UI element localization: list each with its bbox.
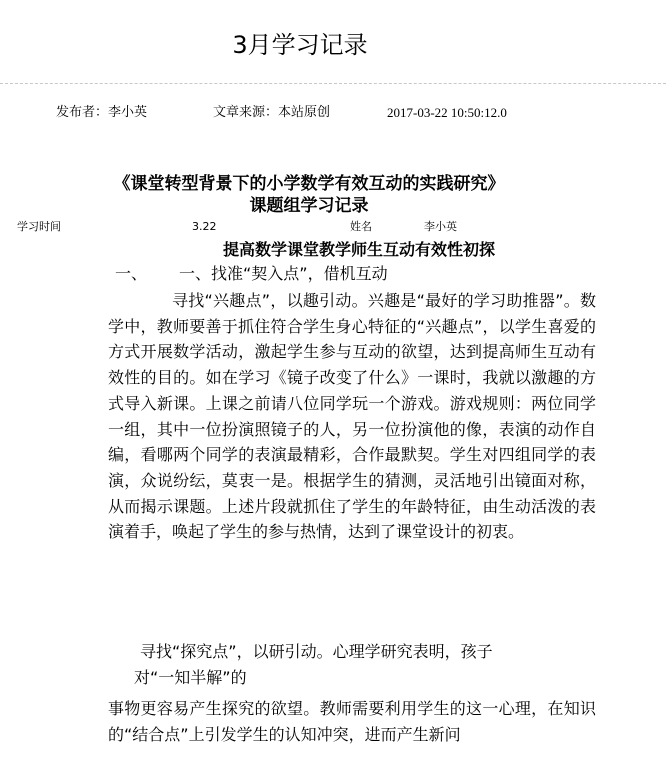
study-time-value: 3.22 — [192, 220, 217, 233]
paragraph-inquiry-point-line-2: 对“一知半解”的 — [134, 668, 247, 687]
section-number: 一、 — [115, 264, 148, 283]
article-heading-line-2: 课题组学习记录 — [249, 196, 369, 216]
article-heading-line-1: 《课堂转型背景下的小学数学有效互动的实践研究》 — [113, 174, 505, 194]
name-label: 姓名 — [350, 220, 372, 233]
meta-source: 文章来源：本站原创 — [213, 105, 331, 120]
meta-datetime: 2017-03-22 10:50:12.0 — [387, 105, 507, 120]
paragraph-inquiry-point-rest: 事物更容易产生探究的欲望。教师需要利用学生的这一心理，在知识的“结合点”上引发学生的认知冲突，进而产生新问 — [108, 699, 596, 744]
page-title: 3月学习记录 — [232, 31, 368, 59]
paragraph-interest-point: 寻找“兴趣点”，以趣引动。兴趣是“最好的学习助推器”。数学中，教师要善于抓住符合学生身心特征的“兴趣点”，以学生喜爱的方式开展数学活动，激起学生参与互动的欲望，达到提高师生互动有效性的目的。如在学习《镜子改变了什么》一课时，我就以激趣的方式导入新课。上课之前请八位同学玩一个游戏。游戏规则：两位同学一组，其中一位扮演照镜子的人，另一位扮演他的像，表演的动作自编，看哪两个同学的表演最精彩，合作最默契。学生对四组同学的表演，众说纷纭，莫衷一是。根据学生的猜测，灵活地引出镜面对称，从而揭示课题。上述片段就抓住了学生的年龄特征，由生动活泼的表演着手，唤起了学生的参与热情，达到了课堂设计的初衷。 — [108, 291, 596, 542]
paragraph-inquiry-point-line-1: 寻找“探究点”，以研引动。心理学研究表明，孩子 — [140, 642, 493, 661]
name-value: 李小英 — [424, 220, 457, 233]
meta-author: 发布者：李小英 — [56, 105, 148, 120]
title-divider — [0, 83, 666, 84]
study-time-label: 学习时间 — [17, 220, 61, 233]
article-subheading: 提高数学课堂教学师生互动有效性初探 — [222, 240, 495, 259]
section-title: 一、找准“契入点”，借机互动 — [179, 264, 388, 283]
